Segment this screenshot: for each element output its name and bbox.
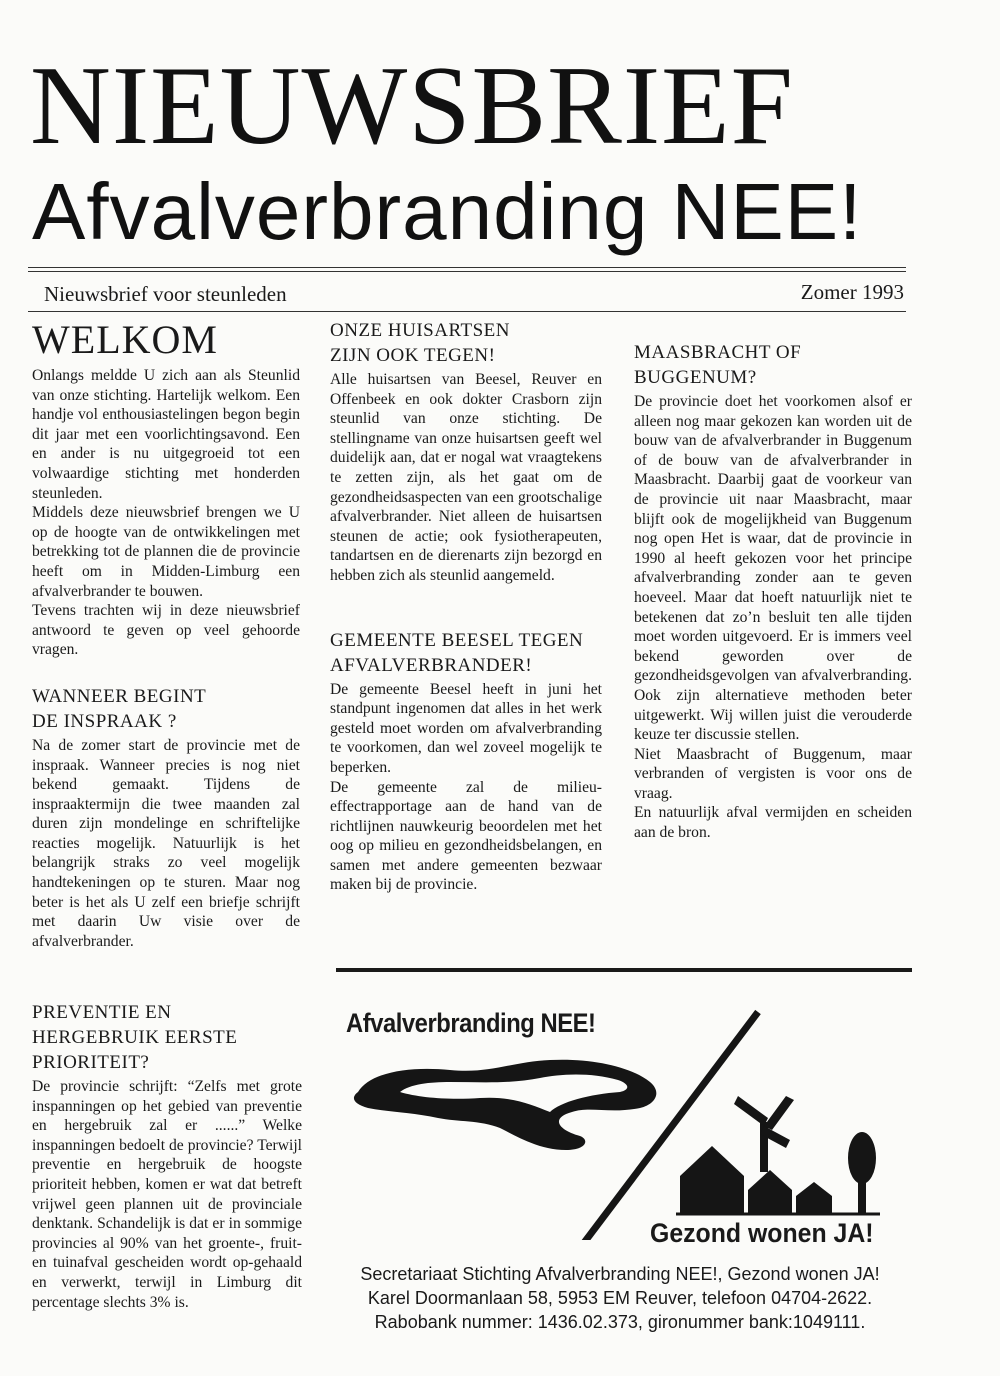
top-rule-1	[28, 267, 906, 268]
windmill-icon	[734, 1096, 794, 1172]
logo-slogan: Gezond wonen JA!	[650, 1218, 874, 1248]
footer-secretariat: Secretariaat Stichting Afvalverbranding NEE!, Gezond wonen JA!	[360, 1264, 880, 1284]
maasbracht-paragraph-2: Niet Maasbracht of Buggenum, maar verbranden of vergisten is voor ons de vraag.	[634, 745, 912, 802]
preventie-heading-line-2: HERGEBRUIK EERSTE	[32, 1027, 238, 1048]
smoke-cloud-icon	[354, 1060, 656, 1150]
preventie-heading-line-1: PREVENTIE EN	[32, 1002, 172, 1023]
section-preventie	[32, 1002, 302, 1312]
top-rule-2	[28, 271, 906, 272]
section-maasbracht	[634, 342, 912, 843]
newsletter-title: NIEUWSBRIEF	[30, 44, 794, 168]
houses-icon	[680, 1146, 832, 1214]
preventie-body: De provincie schrijft: “Zelfs met grote inspanningen op het gebied van preventie en hergebruik zal er ......” Welke inspanningen bedoelt de provincie? Terwijl preventie en hergebruik de hoogste prioriteit hebben, komen er wat dat betreft vrijwel geen plannen uit de provinciale denktank. Schandelijk is dat er in sommige provincies al 90% van het groente-, fruit- en tuinafval gescheiden wordt op-gehaald en verwerkt, terwijl in Limburg dit percentage slechts 3% is.	[32, 1078, 302, 1311]
inspraak-body: Na de zomer start de provincie met de inspraak. Wanneer precies is nog niet bekend gemaakt. Tijdens de inspraaktermijn die twee maanden zal duren zijn mondelinge en schriftelijke reacties mogelijk. Natuurlijk is het belangrijk straks zo veel mogelijk handtekeningen op te sturen. Maar nog beter is het als U zelf een briefje schrijft met daarin Uw visie over de afvalverbrander.	[32, 736, 300, 950]
beesel-paragraph-2: De gemeente zal de milieu-effectrapportage aan de hand van de richtlijnen nauwkeurig beoordelen met het oog op milieu en gezondheidsbelangen, en samen met andere gemeenten bezwaar maken bij de provincie.	[330, 778, 602, 894]
header-bottom-rule	[28, 311, 906, 312]
footer-address: Karel Doormanlaan 58, 5953 EM Reuver, telefoon 04704-2622.	[367, 1288, 873, 1308]
column-left	[32, 317, 300, 951]
huisartsen-heading-line-2: ZIJN OOK TEGEN!	[330, 345, 496, 366]
tagline: Nieuwsbrief voor steunleden	[44, 282, 287, 306]
beesel-heading-line-2: AFVALVERBRANDER!	[330, 654, 533, 676]
inspraak-heading-line-1: WANNEER BEGINT	[32, 685, 207, 707]
newsletter-subtitle: Afvalverbranding NEE!	[32, 167, 863, 256]
preventie-heading-line-3: PRIORITEIT?	[32, 1052, 150, 1073]
welkom-paragraph-1: Onlangs meldde U zich aan als Steunlid van onze stichting. Hartelijk welkom. Een handje vol enthousiastelingen begon begin dit jaar met een voorlichtingsavond. Een en ander is nu uitgegroeid tot een volwaardige stichting met honderden steunleden.	[32, 367, 300, 502]
huisartsen-heading-line-1: ONZE HUISARTSEN	[330, 320, 510, 341]
section-huisartsen	[330, 320, 602, 586]
maasbracht-heading-line-2: BUGGENUM?	[634, 367, 757, 388]
maasbracht-paragraph-3: En natuurlijk afval vermijden en scheiden aan de bron.	[634, 804, 912, 842]
welkom-paragraph-3: Tevens trachten wij in deze nieuwsbrief antwoord te geven op veel gehoorde vragen.	[32, 602, 300, 659]
maasbracht-paragraph-1: De provincie doet het voorkomen alsof er alleen nog maar gekozen kan worden uit de bouw van de afvalverbrander in Buggenum of de bouw van de afvalverbrander in Maasbracht. Daarbij gaat de voorkeur van de provincie uit naar Maasbracht, maar blijft ook de mogelijkheid van Buggenum nog open Het is waar, dat de provincie in 1990 al heeft gekozen voor het principe afvalverbranding zonder aan te geven hoeveel. Maar dat hoeft natuurlijk niet te betekenen dat zo’n besluit ten alle tijden moet worden uitgevoerd. Er is immers veel bekend geworden over de gezondheidsgevolgen van afvalverbranding. Ook zijn alternatieve methoden beter uitgewerkt. Wij willen juist die verouderde keuze ter discussie stellen.	[634, 393, 912, 744]
section-beesel	[330, 630, 602, 896]
inspraak-heading-line-2: DE INSPRAAK ?	[32, 710, 177, 732]
section-welkom	[32, 317, 300, 660]
beesel-paragraph-1: De gemeente Beesel heeft in juni het standpunt ingenomen dat alles in het werk gesteld moet worden om afvalverbranding te voorkomen, dan wel zoveel mogelijk te beperken.	[330, 680, 602, 776]
contact-footer	[320, 1262, 920, 1334]
beesel-heading-line-1: GEMEENTE BEESEL TEGEN	[330, 629, 584, 651]
huisartsen-body: Alle huisartsen van Beesel, Reuver en Offenbeek en ook dokter Crasborn zijn steunlid van onze stichting. De stellingname van onze huisartsen geeft wel duidelijk aan, dat er nogal wat vraagtekens te zetten zijn, als het gaat om de gezondheidsaspecten van een grootschalige afvalverbrander. Niet alleen de huisartsen steunen de actie; ook fysiotherapeuten, tandartsen en de dierenarts zijn bezorgd en hebben zich als steunlid aangemeld.	[330, 371, 602, 584]
section-inspraak	[32, 686, 300, 952]
tree-icon	[848, 1132, 876, 1214]
footer-bank: Rabobank nummer: 1436.02.373, gironummer bank:1049111.	[374, 1312, 866, 1332]
edition-label: Zomer 1993	[800, 280, 904, 304]
column-right	[634, 342, 912, 843]
logo-title: Afvalverbranding NEE!	[346, 1008, 596, 1038]
column-middle	[330, 320, 602, 895]
welkom-paragraph-2: Middels deze nieuwsbrief brengen we U op de hoogte van de ontwikkelingen met betrekking tot de plannen die de provincie heeft om in Midden-Limburg een afvalverbrander te bouwen.	[32, 504, 300, 600]
welkom-heading: WELKOM	[32, 317, 218, 362]
maasbracht-heading-line-1: MAASBRACHT OF	[634, 342, 802, 363]
logo-divider-rule	[336, 968, 912, 972]
